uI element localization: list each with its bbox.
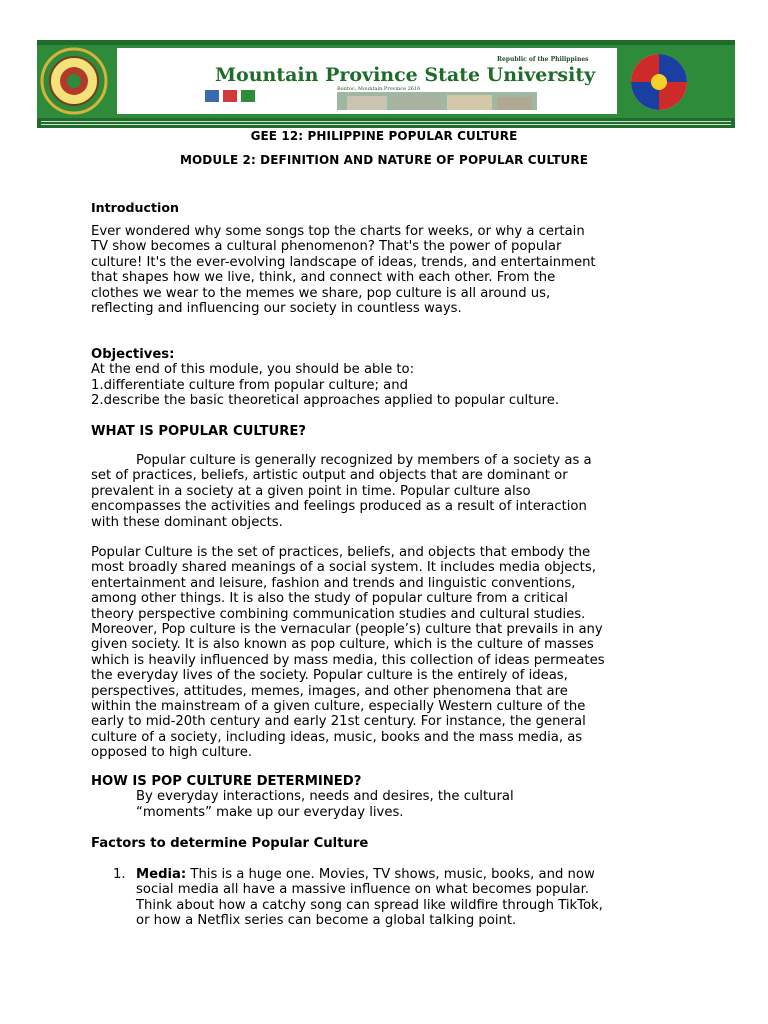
philippine-flag-icon: [631, 54, 687, 110]
intro-line: clothes we wear to the memes we share, pop culture is all around us,: [91, 285, 551, 301]
what-p2-line: Moreover, Pop culture is the vernacular (people’s) culture that prevails in any: [91, 622, 603, 638]
intro-line: culture! It's the ever-evolving landscape of ideas, trends, and entertainment: [91, 254, 596, 270]
factor-number: 1.: [113, 867, 126, 882]
how-line: “moments” make up our everyday lives.: [136, 804, 404, 820]
what-p2-line: within the mainstream of a given culture, especially Western culture of the: [91, 699, 586, 715]
what-p2-line: early to mid-20th century and early 21st century. For instance, the general: [91, 714, 586, 730]
what-p1-line: prevalent in a society at a given point in time. Popular culture also: [91, 483, 531, 499]
what-p2-line: theory perspective combining communication studies and cultural studies.: [91, 606, 586, 622]
university-banner: [37, 40, 735, 128]
factor-text: This is a huge one. Movies, TV shows, music, books, and now: [186, 867, 595, 882]
republic-text: Republic of the Philippines: [497, 56, 589, 63]
what-paragraph-2: [91, 545, 691, 761]
objectives-heading: Objectives:: [91, 347, 175, 362]
objectives-section: [91, 347, 691, 409]
what-p1-line: set of practices, beliefs, artistic output and objects that are dominant or: [91, 468, 568, 484]
objectives-line: At the end of this module, you should be able to:: [91, 362, 415, 378]
what-p2-line: opposed to high culture.: [91, 745, 253, 761]
factor-text: or how a Netflix series can become a global talking point.: [136, 913, 517, 929]
intro-heading: Introduction: [91, 200, 179, 215]
course-title: GEE 12: PHILIPPINE POPULAR CULTURE: [250, 129, 518, 143]
what-p2-line: among other things. It is also the study of popular culture from a critical: [91, 591, 568, 607]
how-section: [91, 774, 691, 820]
intro-paragraph: [91, 224, 691, 316]
intro-line: TV show becomes a cultural phenomenon? That's the power of popular: [91, 239, 562, 255]
what-p2-line: Popular Culture is the set of practices, beliefs, and objects that embody the: [91, 545, 591, 560]
what-p2-line: entertainment and leisure, fashion and trends and linguistic conventions,: [91, 575, 576, 591]
factor-text: social media all have a massive influence on what becomes popular.: [136, 882, 589, 898]
intro-line: Ever wondered why some songs top the charts for weeks, or why a certain: [91, 224, 585, 239]
what-paragraph-1: [91, 453, 691, 530]
how-line: By everyday interactions, needs and desires, the cultural: [136, 789, 514, 805]
what-p2-line: given society. It is also known as pop culture, which is the culture of masses: [91, 637, 594, 653]
objectives-line: 2.describe the basic theoretical approaches applied to popular culture.: [91, 393, 560, 409]
what-heading: WHAT IS POPULAR CULTURE?: [91, 424, 307, 439]
intro-line: reflecting and influencing our society in countless ways.: [91, 301, 462, 317]
university-seal-icon: [42, 49, 106, 113]
factor-item: [91, 867, 691, 929]
what-p1-line: Popular culture is generally recognized by members of a society as a: [136, 453, 592, 468]
what-p2-line: which is heavily influenced by mass media, this collection of ideas permeates: [91, 652, 605, 668]
intro-line: that shapes how we live, think, and connect with each other. From the: [91, 270, 556, 286]
what-p2-line: culture of a society, including ideas, music, books and the mass media, as: [91, 729, 583, 745]
campus-photo-icon: [337, 92, 537, 110]
what-p2-line: perspectives, attitudes, memes, images, and other phenomena that are: [91, 683, 568, 699]
address-text: Bontoc, Mountain Province 2616: [337, 86, 421, 92]
factor-list: [91, 867, 691, 929]
accreditation-logos-icon: [205, 90, 255, 102]
factor-label: Media:: [136, 867, 187, 882]
what-p1-line: with these dominant objects.: [91, 514, 283, 530]
module-title: MODULE 2: DEFINITION AND NATURE OF POPULAR CULTURE: [179, 153, 589, 167]
factors-heading: Factors to determine Popular Culture: [91, 836, 369, 851]
how-heading: HOW IS POP CULTURE DETERMINED?: [91, 774, 362, 789]
what-p1-line: encompasses the activities and feelings produced as a result of interaction: [91, 499, 587, 515]
university-name: Mountain Province State University: [215, 64, 596, 86]
factor-text: Think about how a catchy song can spread like wildfire through TikTok,: [136, 897, 603, 913]
objectives-line: 1.differentiate culture from popular culture; and: [91, 377, 408, 393]
what-p2-line: most broadly shared meanings of a social system. It includes media objects,: [91, 560, 596, 576]
what-p2-line: the everyday lives of the society. Popular culture is the entirely of ideas,: [91, 668, 568, 684]
